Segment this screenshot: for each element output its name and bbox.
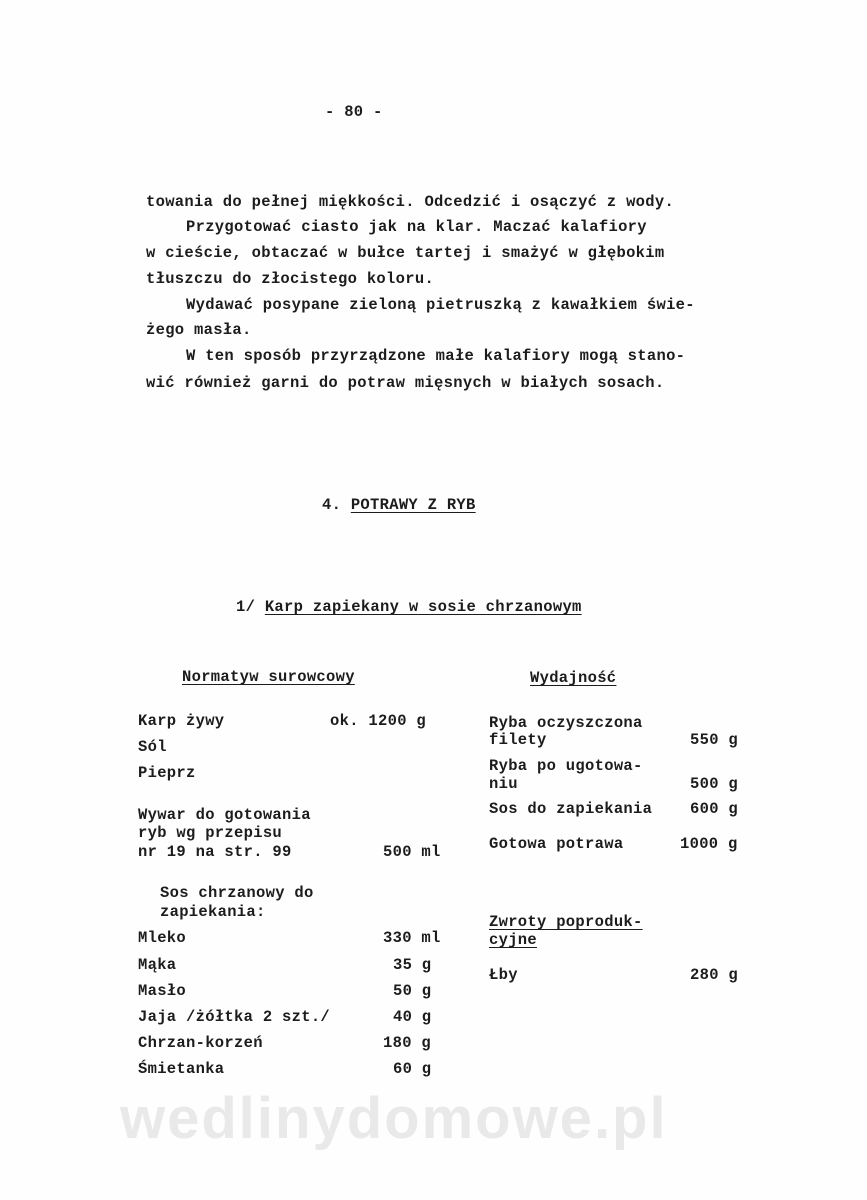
recipe-title: Karp zapiekany w sosie chrzanowym	[264, 598, 582, 616]
ingredient-qty: 180 g	[383, 1034, 432, 1052]
ingredient-name: Mąka	[138, 956, 177, 974]
ingredient-qty: 35 g	[393, 956, 432, 974]
yield-name: Gotowa potrawa	[489, 835, 624, 853]
yield-name: niu	[489, 775, 518, 793]
section-number: 4.	[322, 496, 342, 514]
ingredient-name: Śmietanka	[138, 1060, 225, 1078]
ingredient-qty: 500 ml	[383, 843, 441, 861]
yield-name: Ryba oczyszczona	[489, 714, 643, 732]
paragraph-line: W ten sposób przyrządzone małe kalafiory mogą stano-	[186, 347, 686, 365]
yield-qty: 550 g	[690, 731, 739, 749]
ingredient-name: Sos chrzanowy do	[160, 884, 314, 902]
paragraph-line: żego masła.	[146, 321, 252, 339]
ingredient-qty: 60 g	[393, 1060, 432, 1078]
watermark: wedlinydomowe.pl	[120, 1086, 668, 1151]
yield-header: Wydajność	[530, 669, 617, 687]
yield-qty: 600 g	[690, 800, 739, 818]
returns-name: Łby	[489, 966, 518, 984]
yield-name: filety	[489, 731, 547, 749]
ingredient-name: Masło	[138, 982, 187, 1000]
recipe-number: 1/	[236, 598, 256, 616]
recipe-heading	[236, 598, 582, 616]
paragraph-line: towania do pełnej miękkości. Odcedzić i osączyć z wody.	[146, 193, 675, 211]
returns-header: cyjne	[489, 931, 538, 949]
ingredient-name: Sól	[138, 738, 167, 756]
returns-header: Zwroty poproduk-	[489, 913, 643, 931]
ingredient-name: Pieprz	[138, 764, 196, 782]
ingredient-name: Wywar do gotowania	[138, 806, 311, 824]
ingredient-qty: 50 g	[393, 982, 432, 1000]
ingredient-name: Karp żywy	[138, 712, 225, 730]
ingredient-name: zapiekania:	[160, 903, 266, 921]
ingredients-header: Normatyw surowcowy	[182, 668, 355, 686]
yield-qty: 500 g	[690, 775, 739, 793]
paragraph-line: wić również garni do potraw mięsnych w białych sosach.	[146, 374, 665, 392]
ingredient-qty: ok. 1200 g	[330, 712, 427, 730]
yield-qty: 1000 g	[680, 835, 738, 853]
ingredient-name: Jaja /żółtka 2 szt./	[138, 1008, 331, 1026]
yield-name: Ryba po ugotowa-	[489, 757, 643, 775]
ingredient-name: Mleko	[138, 929, 187, 947]
paragraph-line: w cieście, obtaczać w bułce tartej i smażyć w głębokim	[146, 244, 665, 262]
yield-name: Sos do zapiekania	[489, 800, 653, 818]
ingredient-name: Chrzan-korzeń	[138, 1034, 263, 1052]
ingredient-qty: 330 ml	[383, 929, 441, 947]
paragraph-line: Wydawać posypane zieloną pietruszką z kawałkiem świe-	[186, 296, 695, 314]
ingredient-name: nr 19 na str. 99	[138, 843, 292, 861]
section-title: POTRAWY Z RYB	[350, 496, 476, 514]
ingredient-qty: 40 g	[393, 1008, 432, 1026]
returns-qty: 280 g	[690, 966, 739, 984]
paragraph-line: tłuszczu do złocistego koloru.	[146, 270, 435, 288]
ingredient-name: ryb wg przepisu	[138, 824, 283, 842]
page-number: - 80 -	[325, 103, 383, 121]
section-heading	[322, 496, 476, 514]
paragraph-line: Przygotować ciasto jak na klar. Maczać kalafiory	[186, 218, 647, 236]
